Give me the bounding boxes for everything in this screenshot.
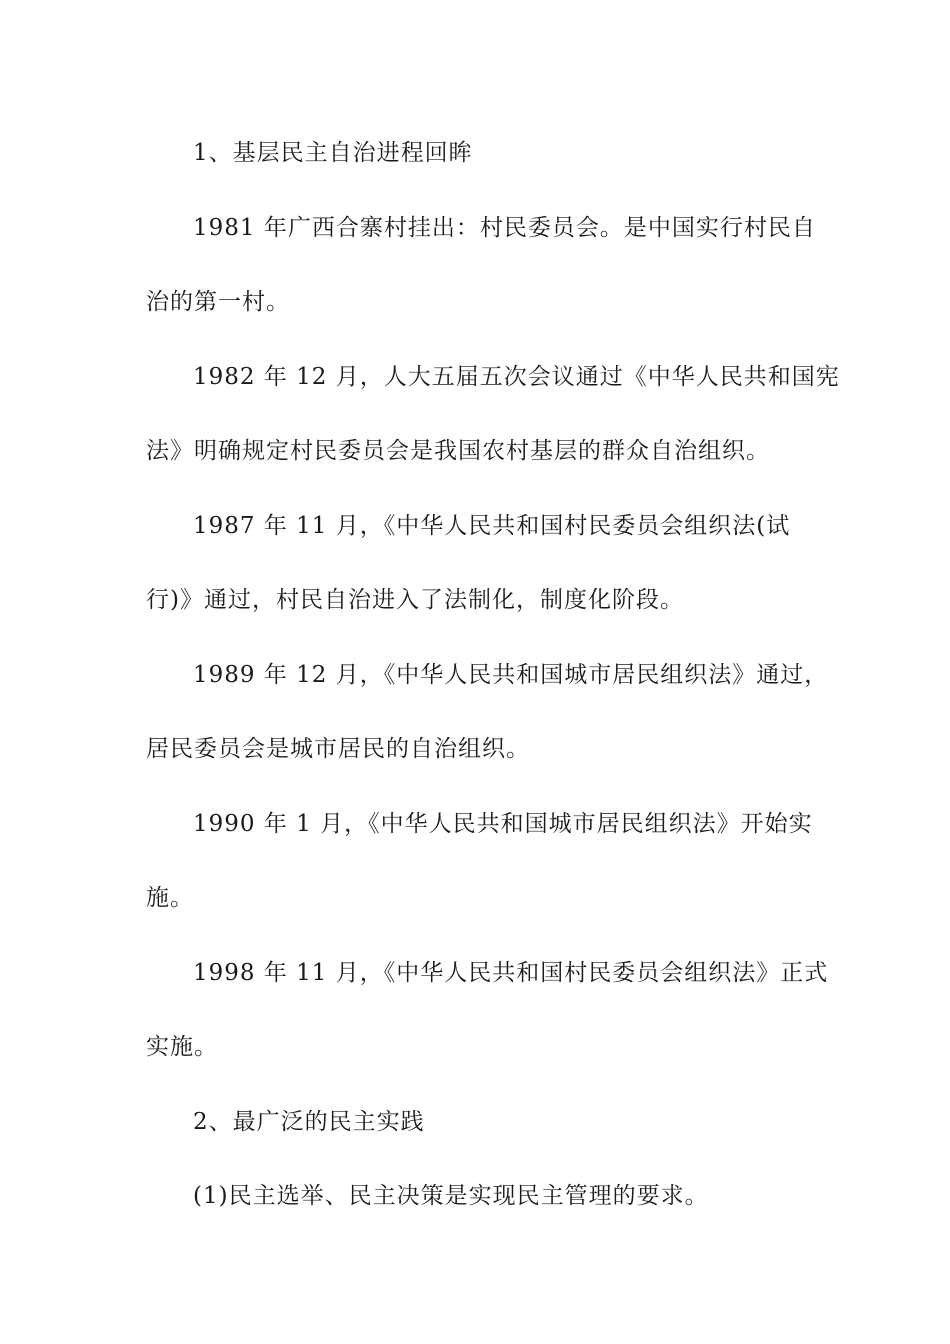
paragraph-line: 施。 [146, 885, 194, 911]
paragraph-line: 法》明确规定村民委员会是我国农村基层的群众自治组织。 [146, 438, 770, 464]
paragraph-line: 1989 年 12 月，《中华人民共和国城市居民组织法》通过， [193, 661, 829, 688]
paragraph-line: 1987 年 11 月，《中华人民共和国村民委员会组织法(试 [193, 512, 791, 539]
paragraph-line: 实施。 [146, 1034, 218, 1060]
paragraph-line: 1990 年 1 月，《中华人民共和国城市居民组织法》开始实 [193, 810, 813, 837]
paragraph-line: 居民委员会是城市居民的自治组织。 [146, 736, 530, 762]
paragraph-line: (1)民主选举、民主决策是实现民主管理的要求。 [193, 1183, 709, 1209]
paragraph-line: 1982 年 12 月，人大五届五次会议通过《中华人民共和国宪 [193, 363, 840, 390]
paragraph-line: 1981 年广西合寨村挂出：村民委员会。是中国实行村民自 [193, 214, 816, 241]
document-body [146, 125, 840, 1243]
paragraph-line: 治的第一村。 [146, 289, 290, 315]
section-heading-1: 1、基层民主自治进程回眸 [193, 140, 473, 166]
paragraph-line: 行)》通过，村民自治进入了法制化，制度化阶段。 [146, 587, 684, 613]
section-heading-2: 2、最广泛的民主实践 [193, 1108, 425, 1135]
paragraph-line: 1998 年 11 月，《中华人民共和国村民委员会组织法》正式 [193, 959, 829, 986]
